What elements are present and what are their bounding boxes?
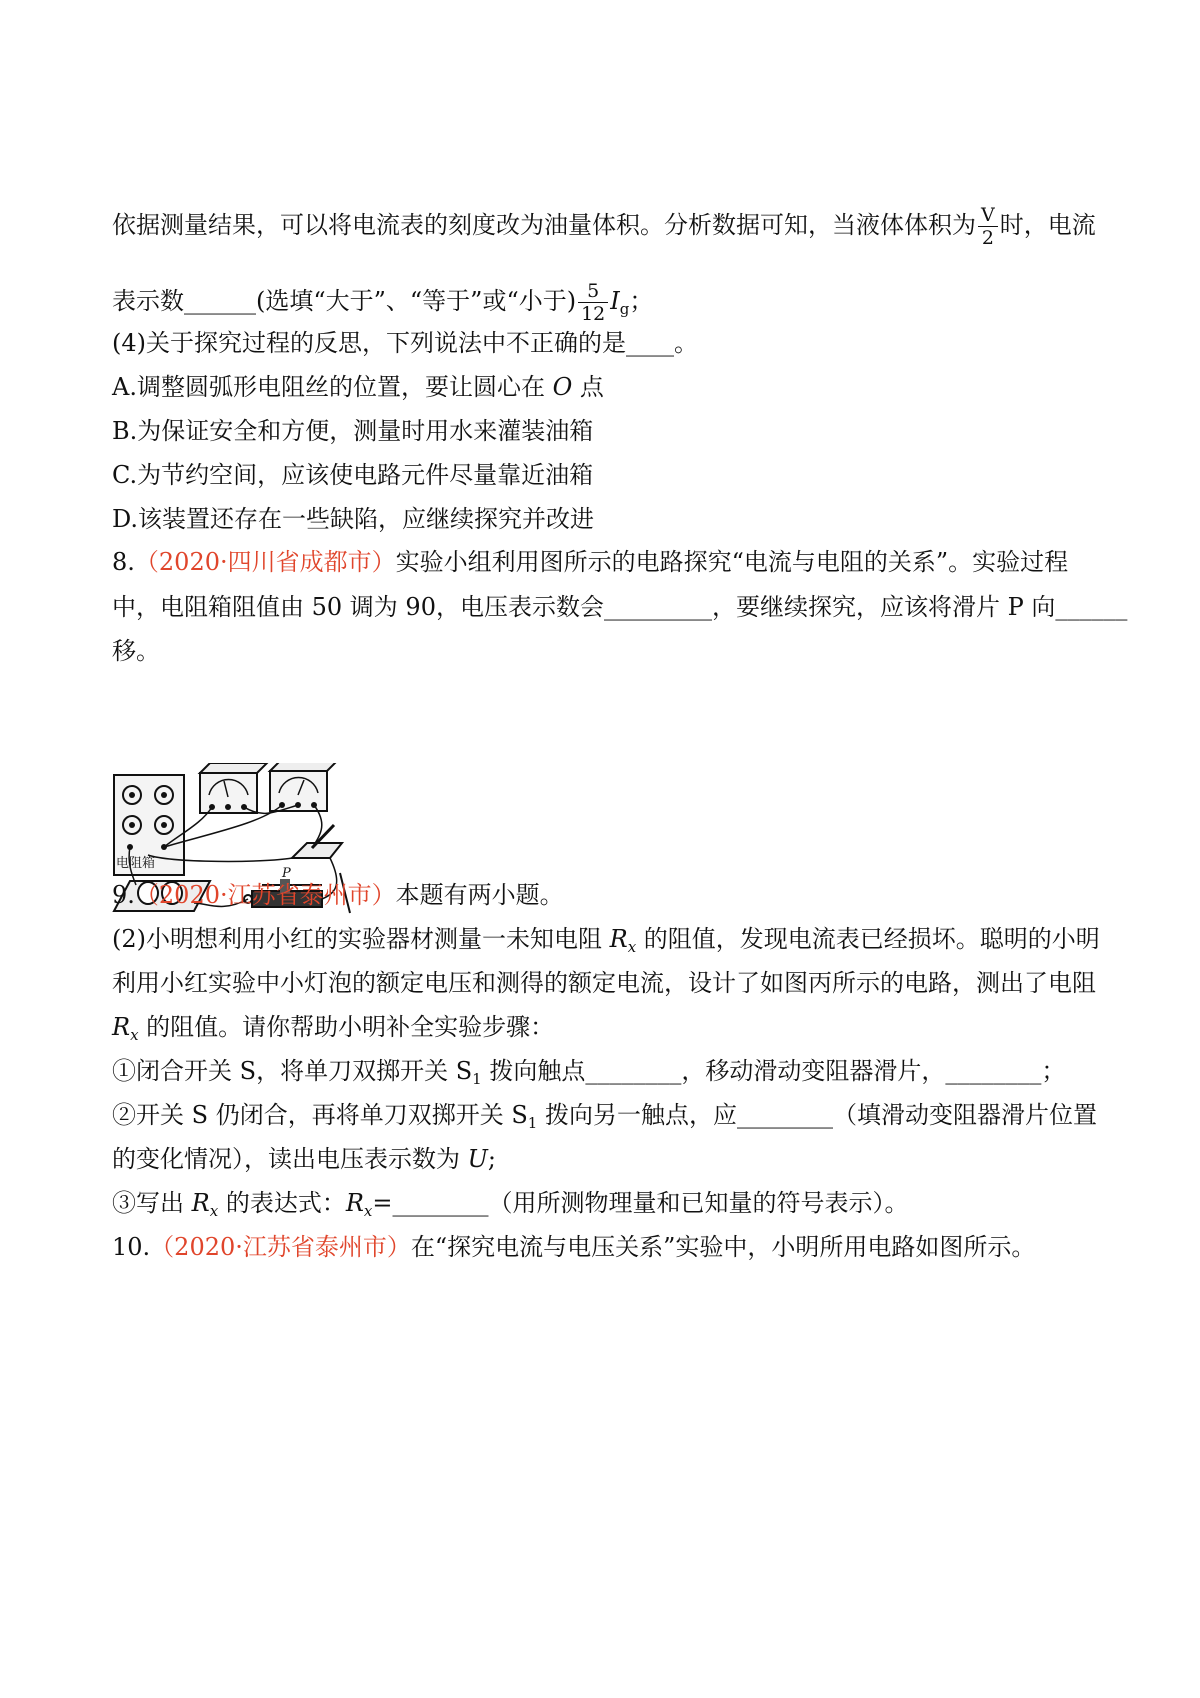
slider-label: P (282, 866, 291, 881)
text-line: 移。 (112, 637, 160, 665)
question-9 (112, 880, 1102, 910)
option-c: C.为节约空间，应该使电路元件尽量靠近油箱 (112, 461, 594, 489)
variable: O (552, 373, 573, 401)
text: ②开关 S 仍闭合，再将单刀双掷开关 S (112, 1101, 528, 1129)
step-1 (112, 1056, 1102, 1094)
text: 表示数______(选填“大于”、“等于”或“小于) (112, 287, 577, 315)
subscript: 1 (472, 1070, 482, 1088)
text: ①闭合开关 S，将单刀双掷开关 S (112, 1057, 473, 1085)
subscript: x (209, 1202, 219, 1220)
subscript: 1 (527, 1114, 538, 1132)
text: 点 (572, 373, 604, 401)
text: 的表达式： (218, 1189, 346, 1217)
source-tag: （2020·江苏省泰州市） (134, 881, 396, 909)
text: 的阻值，发现电流表已经损坏。聪明的小明 (636, 925, 1100, 953)
question-number: 10. (112, 1233, 151, 1261)
subscript: g (619, 300, 630, 318)
text-line (112, 280, 1102, 325)
text: 拨向另一触点，应________（填滑动变阻器滑片位置 (537, 1101, 1097, 1129)
option-b: B.为保证安全和方便，测量时用水来灌装油箱 (112, 417, 594, 445)
text: 实验小组利用图所示的电路探究“电流与电阻的关系”。实验过程 (395, 548, 1069, 576)
text-line: 中，电阻箱阻值由 50 调为 90，电压表示数会_________，要继续探究，应该将滑片 P 向______ (112, 593, 1128, 621)
text-line: (4)关于探究过程的反思，下列说法中不正确的是____。 (112, 329, 698, 357)
text-line (112, 1144, 1102, 1174)
subscript: x (363, 1202, 373, 1220)
text-line (112, 1012, 1102, 1050)
text: ③写出 (112, 1189, 192, 1217)
variable: I (610, 287, 620, 315)
question-number: 9. (112, 881, 135, 909)
text: =________（用所测物理量和已知量的符号表示）。 (372, 1189, 909, 1217)
step-2 (112, 1100, 1102, 1138)
option-d: D.该装置还存在一些缺陷，应继续探究并改进 (112, 505, 595, 533)
question-8 (112, 547, 1102, 577)
fraction: $\frac{V}{2}$ (978, 204, 998, 249)
variable: U (467, 1145, 488, 1173)
question-number: 8. (112, 548, 135, 576)
text: 的变化情况），读出电压表示数为 (112, 1145, 468, 1173)
source-tag: （2020·四川省成都市） (134, 548, 396, 576)
switch (292, 843, 342, 858)
subscript: x (130, 1026, 139, 1044)
text-line (112, 204, 1102, 249)
text: ; (487, 1145, 496, 1173)
source-tag: （2020·江苏省泰州市） (150, 1233, 411, 1261)
text: A.调整圆弧形电阻丝的位置，要让圆心在 (112, 373, 553, 401)
resistance-box-label: 电阻箱 (116, 856, 156, 871)
text-line (112, 924, 1102, 962)
text: (2)小明想利用小红的实验器材测量一未知电阻 (112, 925, 610, 953)
text: 本题有两小题。 (395, 881, 564, 909)
text: 在“探究电流与电压关系”实验中，小明所用电路如图所示。 (410, 1233, 1036, 1261)
variable: R (609, 925, 628, 953)
fraction: $\frac{5}{12}$ (578, 280, 608, 325)
variable: R (112, 1013, 131, 1041)
text: 依据测量结果，可以将电流表的刻度改为油量体积。分析数据可知，当液体体积为 (112, 211, 976, 239)
option-a (112, 372, 1102, 402)
text-line: 利用小红实验中小灯泡的额定电压和测得的额定电流，设计了如图丙所示的电路，测出了电阻 (112, 969, 1096, 997)
step-3 (112, 1188, 1102, 1226)
variable: R (345, 1189, 364, 1217)
variable: R (191, 1189, 210, 1217)
subscript: x (627, 938, 637, 956)
text: ； (629, 287, 654, 315)
question-10 (112, 1232, 1102, 1262)
text: 的阻值。请你帮助小明补全实验步骤： (138, 1013, 555, 1041)
text: 拨向触点________，移动滑动变阻器滑片，________； (481, 1057, 1066, 1085)
text: 时，电流 (999, 211, 1096, 239)
